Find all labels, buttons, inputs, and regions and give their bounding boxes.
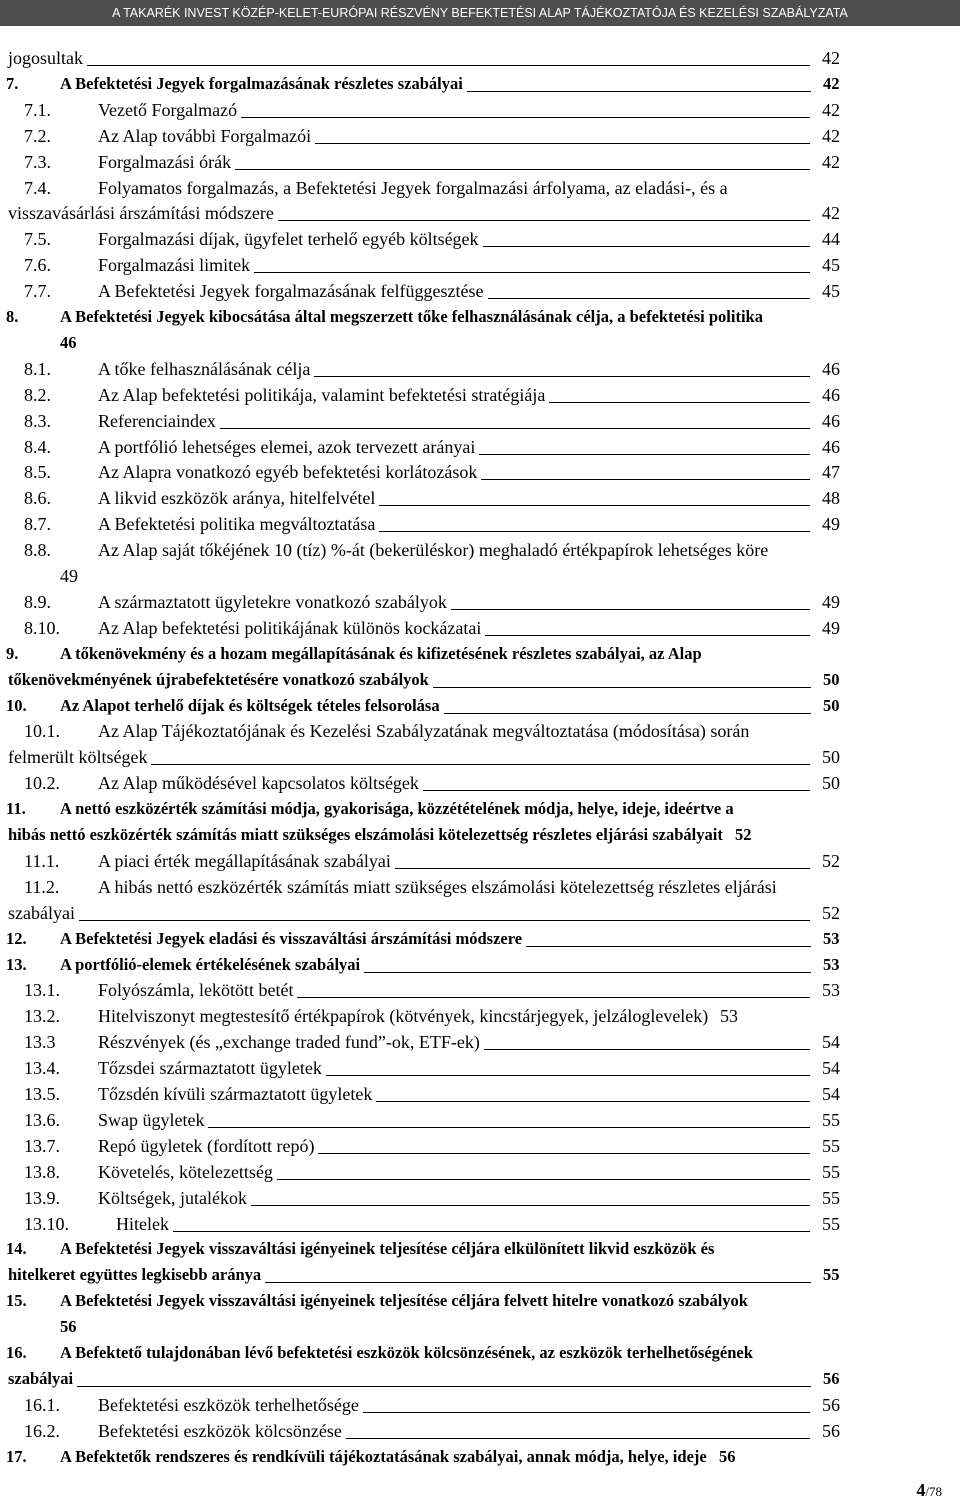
toc-entry-title: A likvid eszközök aránya, hitelfelvétel	[98, 488, 376, 509]
toc-entry-page: 50	[823, 695, 840, 715]
toc-entry[interactable]	[0, 382, 960, 408]
toc-entry[interactable]	[0, 667, 960, 693]
toc-entry-title: Hitelviszonyt megtestesítő értékpapírok (kötvények, kincstárjegyek, jelzáloglevelek)	[98, 1006, 709, 1027]
toc-entry-title: Befektetési eszközök kölcsönzése	[98, 1420, 342, 1441]
toc-entry-title: A Befektető tulajdonában lévő befektetési eszközök kölcsönzésének, az eszközök terhelhetőségének	[60, 1343, 753, 1362]
toc-entry[interactable]	[0, 1236, 960, 1262]
toc-entry[interactable]	[0, 149, 960, 175]
toc-entry-number: 12.	[6, 928, 27, 948]
toc-entry-page: 42	[822, 125, 840, 146]
toc-entry-title: A Befektetési Jegyek forgalmazásának felfüggesztése	[98, 281, 484, 302]
toc-entry-title: A portfólió lehetséges elemei, azok tervezett arányai	[98, 436, 476, 457]
toc-leader-line	[451, 589, 810, 610]
toc-entry-number: 11.2.	[24, 876, 60, 897]
toc-entry-title: Az Alapra vonatkozó egyéb befektetési korlátozások	[98, 462, 478, 483]
toc-entry[interactable]	[0, 408, 960, 434]
toc-entry-number: 13.10.	[24, 1213, 69, 1234]
toc-entry-page: 49	[822, 514, 840, 535]
toc-entry[interactable]	[0, 330, 960, 356]
toc-entry-number: 13.7.	[24, 1135, 60, 1156]
toc-entry[interactable]	[0, 1392, 960, 1418]
toc-leader-line	[423, 770, 810, 791]
toc-entry-number: 13.	[6, 954, 27, 974]
toc-entry[interactable]	[0, 278, 960, 304]
toc-entry-title: Az Alap további Forgalmazói	[98, 125, 312, 146]
toc-entry[interactable]	[0, 1003, 960, 1029]
toc-entry[interactable]	[0, 563, 960, 589]
toc-entry-number: 8.8.	[24, 540, 51, 561]
toc-leader-line	[220, 408, 810, 429]
toc-entry-title: Forgalmazási díjak, ügyfelet terhelő egyéb költségek	[98, 229, 479, 250]
toc-entry-title: Az Alap Tájékoztatójának és Kezelési Szabályzatának megváltoztatása (módosítása) során	[98, 721, 750, 742]
toc-leader-line	[488, 278, 810, 299]
toc-entry-page: 53	[822, 980, 840, 1001]
toc-entry-number: 8.4.	[24, 436, 51, 457]
toc-entry-page: 56	[822, 1420, 840, 1441]
toc-entry[interactable]	[0, 304, 960, 330]
toc-entry[interactable]	[0, 356, 960, 382]
toc-entry-page: 53	[823, 954, 840, 974]
toc-entry[interactable]	[0, 1444, 960, 1470]
toc-entry-page: 42	[822, 99, 840, 120]
toc-leader-line	[467, 71, 811, 92]
toc-entry-page: 54	[822, 1084, 840, 1104]
toc-entry[interactable]	[0, 123, 960, 149]
toc-entry-title: Swap ügyletek	[98, 1109, 205, 1130]
toc-entry-number: 10.2.	[24, 773, 60, 794]
toc-leader-line	[485, 615, 810, 636]
toc-entry-number: 15.	[6, 1291, 27, 1311]
toc-entry-title: visszavásárlási árszámítási módszere	[8, 203, 274, 224]
toc-leader-line	[376, 1081, 810, 1102]
toc-entry[interactable]	[0, 693, 960, 719]
toc-entry-number: 8.10.	[24, 617, 60, 638]
current-page-number: 4	[916, 1480, 926, 1500]
toc-entry[interactable]	[0, 822, 960, 848]
toc-leader-line	[326, 1055, 810, 1076]
toc-entry-title: Az Alap befektetési politikája, valamint befektetési stratégiája	[98, 384, 546, 405]
toc-entry[interactable]	[0, 1211, 960, 1237]
toc-entry-title: felmerült költségek	[8, 747, 148, 768]
toc-leader-line	[526, 926, 811, 947]
toc-entry-number: 8.9.	[24, 591, 51, 612]
toc-leader-line	[484, 1029, 810, 1050]
toc-entry-title: Befektetési eszközök terhelhetősége	[98, 1394, 359, 1415]
toc-entry[interactable]	[0, 952, 960, 978]
toc-entry-page: 45	[822, 281, 840, 302]
toc-leader-line	[479, 434, 810, 455]
toc-entry-title: Tőzsdei származtatott ügyletek	[98, 1058, 322, 1079]
toc-entry[interactable]	[0, 252, 960, 278]
toc-leader-line	[314, 356, 810, 377]
toc-entry-page: 45	[822, 255, 840, 276]
toc-leader-line	[315, 123, 810, 144]
toc-entry[interactable]	[0, 1055, 960, 1081]
toc-entry-page: 50	[823, 669, 840, 689]
toc-entry[interactable]	[0, 1081, 960, 1107]
toc-entry-number: 7.3.	[24, 151, 51, 172]
toc-entry-number: 13.8.	[24, 1161, 60, 1182]
toc-entry-number: 8.2.	[24, 384, 51, 405]
toc-entry-title: Költségek, jutalékok	[98, 1187, 247, 1208]
toc-entry[interactable]	[0, 1029, 960, 1055]
toc-entry-title: tőkenövekményének újrabefektetésére vonatkozó szabályok	[8, 669, 429, 689]
toc-entry-page: 54	[822, 1058, 840, 1079]
toc-entry-number: 13.5.	[24, 1084, 60, 1104]
toc-entry-number: 14.	[6, 1239, 27, 1259]
total-pages: /78	[925, 1484, 942, 1499]
toc-entry-page: 42	[822, 48, 840, 68]
toc-entry-title: A portfólió-elemek értékelésének szabályai	[60, 954, 361, 974]
toc-entry[interactable]	[0, 977, 960, 1003]
toc-entry-title: A piaci érték megállapításának szabályai	[98, 850, 391, 871]
toc-entry[interactable]	[0, 459, 960, 485]
toc-leader-line	[241, 97, 810, 118]
toc-entry[interactable]	[0, 1107, 960, 1133]
toc-leader-line	[297, 977, 810, 998]
toc-leader-line	[433, 667, 811, 688]
toc-entry[interactable]	[0, 200, 960, 226]
toc-entry-page: 56	[823, 1368, 840, 1388]
toc-entry-number: 13.2.	[24, 1006, 60, 1027]
toc-entry-page: 55	[823, 1265, 840, 1285]
toc-entry-number: 13.3	[24, 1032, 56, 1053]
toc-leader-line	[379, 511, 810, 532]
toc-entry-title: Vezető Forgalmazó	[98, 99, 238, 120]
toc-leader-line	[444, 693, 811, 714]
toc-entry-title: szabályai	[8, 902, 75, 923]
toc-entry-number: 8.5.	[24, 462, 51, 483]
toc-entry-title: A Befektetési politika megváltoztatása	[98, 514, 376, 535]
toc-entry-number: 16.1.	[24, 1394, 60, 1415]
toc-entry-number: 16.	[6, 1343, 27, 1362]
toc-leader-line	[265, 1262, 811, 1283]
toc-entry-page: 50	[822, 747, 840, 768]
toc-entry[interactable]	[0, 1418, 960, 1444]
toc-entry-page: 42	[823, 73, 840, 93]
toc-entry-number: 8.	[6, 307, 19, 326]
toc-entry-title: Hitelek	[116, 1213, 169, 1234]
toc-entry-title: Forgalmazási limitek	[98, 255, 251, 276]
toc-entry-title: hitelkeret együttes legkisebb aránya	[8, 1265, 262, 1285]
toc-entry-title: hibás nettó eszközérték számítás miatt szükséges elszámolási kötelezettség részletes eljárási szabályait	[8, 825, 723, 844]
document-header	[0, 0, 960, 26]
toc-entry-number: 17.	[6, 1446, 27, 1466]
toc-entry-title: A Befektetési Jegyek forgalmazásának részletes szabályai	[60, 73, 463, 93]
toc-entry-number: 7.6.	[24, 255, 51, 276]
toc-entry-title: A Befektetési Jegyek eladási és visszaváltási árszámítási módszere	[60, 928, 523, 948]
toc-entry[interactable]	[0, 615, 960, 641]
toc-entry-page: 42	[822, 151, 840, 172]
toc-entry-page: 52	[822, 850, 840, 871]
toc-entry-number: 16.2.	[24, 1420, 60, 1441]
toc-entry-title: Részvények (és „exchange traded fund”-ok, ETF-ek)	[98, 1032, 480, 1053]
toc-entry-title: 46	[60, 332, 77, 352]
toc-entry[interactable]	[0, 770, 960, 796]
toc-entry-page: 52	[735, 825, 752, 844]
toc-leader-line	[318, 1133, 810, 1154]
toc-entry-title: Az Alap befektetési politikájának különös kockázatai	[98, 617, 482, 638]
toc-entry-number: 13.4.	[24, 1058, 60, 1079]
toc-entry[interactable]	[0, 1340, 960, 1366]
toc-entry-page: 53	[720, 1006, 738, 1027]
toc-entry-title: A tőkenövekmény és a hozam megállapításának és kifizetésének részletes szabályai, az Alap	[60, 643, 702, 663]
toc-entry-page: 55	[822, 1161, 840, 1182]
toc-entry-number: 13.9.	[24, 1187, 60, 1208]
toc-entry-number: 7.1.	[24, 99, 51, 120]
toc-leader-line	[151, 744, 810, 765]
toc-leader-line	[79, 900, 810, 921]
toc-entry[interactable]	[0, 226, 960, 252]
toc-entry[interactable]	[0, 1366, 960, 1392]
toc-entry-number: 8.3.	[24, 410, 51, 431]
toc-leader-line	[77, 1366, 811, 1387]
toc-entry-page: 54	[822, 1032, 840, 1053]
toc-entry-page: 52	[822, 902, 840, 923]
toc-leader-line	[87, 45, 810, 66]
toc-entry-number: 8.6.	[24, 488, 51, 509]
toc-entry-number: 13.6.	[24, 1109, 60, 1130]
toc-entry-number: 11.1.	[24, 850, 60, 871]
toc-entry-page: 56	[719, 1446, 736, 1466]
toc-entry-title: Az Alapot terhelő díjak és költségek tételes felsorolása	[60, 695, 440, 715]
toc-entry[interactable]	[0, 874, 960, 900]
toc-entry-number: 9.	[6, 643, 19, 663]
toc-leader-line	[277, 1159, 810, 1180]
toc-entry-number: 7.4.	[24, 177, 51, 198]
toc-leader-line	[251, 1185, 810, 1206]
toc-entry-title: Az Alap működésével kapcsolatos költségek	[98, 773, 419, 794]
toc-entry[interactable]	[0, 1159, 960, 1185]
toc-leader-line	[235, 149, 810, 170]
toc-entry-title: A Befektetési Jegyek visszaváltási igényeinek teljesítése céljára elkülönített likvid eszközök és	[60, 1239, 715, 1259]
toc-entry-number: 10.1.	[24, 721, 60, 742]
toc-entry[interactable]	[0, 434, 960, 460]
toc-entry-title: Repó ügyletek (fordított repó)	[98, 1135, 315, 1156]
toc-leader-line	[481, 459, 810, 480]
toc-entry-page: 49	[822, 617, 840, 638]
toc-entry-title: Referenciaindex	[98, 410, 216, 431]
toc-entry-page: 55	[822, 1135, 840, 1156]
toc-entry-title: jogosultak	[8, 48, 83, 68]
toc-entry[interactable]	[0, 1288, 960, 1314]
toc-leader-line	[278, 200, 810, 221]
toc-entry[interactable]	[0, 926, 960, 952]
toc-entry-number: 10.	[6, 695, 27, 715]
toc-entry-number: 7.5.	[24, 229, 51, 250]
toc-entry-title: Folyószámla, lekötött betét	[98, 980, 294, 1001]
toc-entry-title: A származtatott ügyletekre vonatkozó szabályok	[98, 591, 447, 612]
toc-entry[interactable]	[0, 511, 960, 537]
toc-entry-title: Tőzsdén kívüli származtatott ügyletek	[98, 1084, 373, 1104]
toc-entry[interactable]	[0, 97, 960, 123]
toc-entry-title: szabályai	[8, 1368, 74, 1388]
toc-entry-title: Forgalmazási órák	[98, 151, 232, 172]
toc-leader-line	[549, 382, 810, 403]
toc-entry[interactable]	[0, 744, 960, 770]
toc-leader-line	[364, 952, 811, 973]
toc-leader-line	[379, 485, 810, 506]
toc-entry[interactable]	[0, 900, 960, 926]
header-text: A TAKARÉK INVEST KÖZÉP-KELET-EURÓPAI RÉSZVÉNY BEFEKTETÉSI ALAP TÁJÉKOZTATÓJA ÉS KEZELÉSI SZABÁLYZATA	[112, 6, 848, 20]
toc-leader-line	[173, 1211, 810, 1232]
toc-entry-page: 53	[823, 928, 840, 948]
toc-entry-page: 44	[822, 229, 840, 250]
toc-entry-page: 46	[822, 358, 840, 379]
toc-entry[interactable]	[0, 796, 960, 822]
toc-entry-page: 56	[822, 1394, 840, 1415]
toc-entry-number: 7.7.	[24, 281, 51, 302]
toc-entry-page: 55	[822, 1109, 840, 1130]
toc-entry-number: 13.1.	[24, 980, 60, 1001]
toc-entry[interactable]	[0, 45, 960, 71]
toc-entry-title: 49	[60, 566, 78, 586]
toc-entry[interactable]	[0, 71, 960, 97]
toc-entry[interactable]	[0, 1133, 960, 1159]
toc-entry-title: Folyamatos forgalmazás, a Befektetési Jegyek forgalmazási árfolyama, az eladási-, és a	[98, 177, 728, 198]
toc-entry[interactable]	[0, 1262, 960, 1288]
toc-entry[interactable]	[0, 641, 960, 667]
toc-entry-page: 55	[822, 1213, 840, 1234]
page-number	[916, 1480, 942, 1501]
toc-entry-page: 42	[822, 203, 840, 224]
toc-entry[interactable]	[0, 537, 960, 563]
toc-entry-title: Követelés, kötelezettség	[98, 1161, 273, 1182]
toc-entry-page: 47	[822, 462, 840, 483]
toc-entry-title: A tőke felhasználásának célja	[98, 358, 311, 379]
toc-entry-title: A Befektetési Jegyek kibocsátása által megszerzett tőke felhasználásának célja, a befektetési politika	[60, 307, 763, 326]
toc-leader-line	[346, 1418, 810, 1439]
toc-entry-number: 7.2.	[24, 125, 51, 146]
toc-entry[interactable]	[0, 485, 960, 511]
toc-entry-page: 50	[822, 773, 840, 794]
toc-leader-line	[254, 252, 810, 273]
toc-entry-page: 46	[822, 384, 840, 405]
toc-entry-title: 56	[60, 1317, 77, 1337]
toc-entry-title: A Befektetési Jegyek visszaváltási igényeinek teljesítése céljára felvett hitelre vonatkozó szabályok	[60, 1291, 748, 1311]
toc-leader-line	[363, 1392, 810, 1413]
toc-entry-title: A nettó eszközérték számítási módja, gyakorisága, közzétételének módja, helye, ideje, ideértve a	[60, 799, 734, 819]
toc-leader-line	[395, 848, 810, 869]
toc-entry-page: 46	[822, 436, 840, 457]
toc-entry-title: A Befektetők rendszeres és rendkívüli tájékoztatásának szabályai, annak módja, helye, ideje	[60, 1446, 707, 1466]
toc-leader-line	[483, 226, 810, 247]
toc-entry-number: 11.	[6, 799, 26, 819]
toc-entry-number: 8.1.	[24, 358, 51, 379]
toc-entry[interactable]	[0, 175, 960, 201]
toc-entry-page: 48	[822, 488, 840, 509]
toc-entry-page: 49	[822, 591, 840, 612]
toc-entry-title: Az Alap saját tőkéjének 10 (tíz) %-át (bekerüléskor) meghaladó értékpapírok lehetséges köre	[98, 540, 769, 561]
toc-entry-page: 55	[822, 1187, 840, 1208]
toc-entry-number: 7.	[6, 73, 19, 93]
toc-entry[interactable]	[0, 718, 960, 744]
toc-entry-title: A hibás nettó eszközérték számítás miatt szükséges elszámolási kötelezettség részletes eljárási	[98, 876, 777, 897]
toc-entry-page: 46	[822, 410, 840, 431]
toc-entry[interactable]	[0, 1314, 960, 1340]
toc-entry[interactable]	[0, 589, 960, 615]
toc-entry-number: 8.7.	[24, 514, 51, 535]
toc-leader-line	[208, 1107, 810, 1128]
toc-entry[interactable]	[0, 848, 960, 874]
toc-entry[interactable]	[0, 1185, 960, 1211]
